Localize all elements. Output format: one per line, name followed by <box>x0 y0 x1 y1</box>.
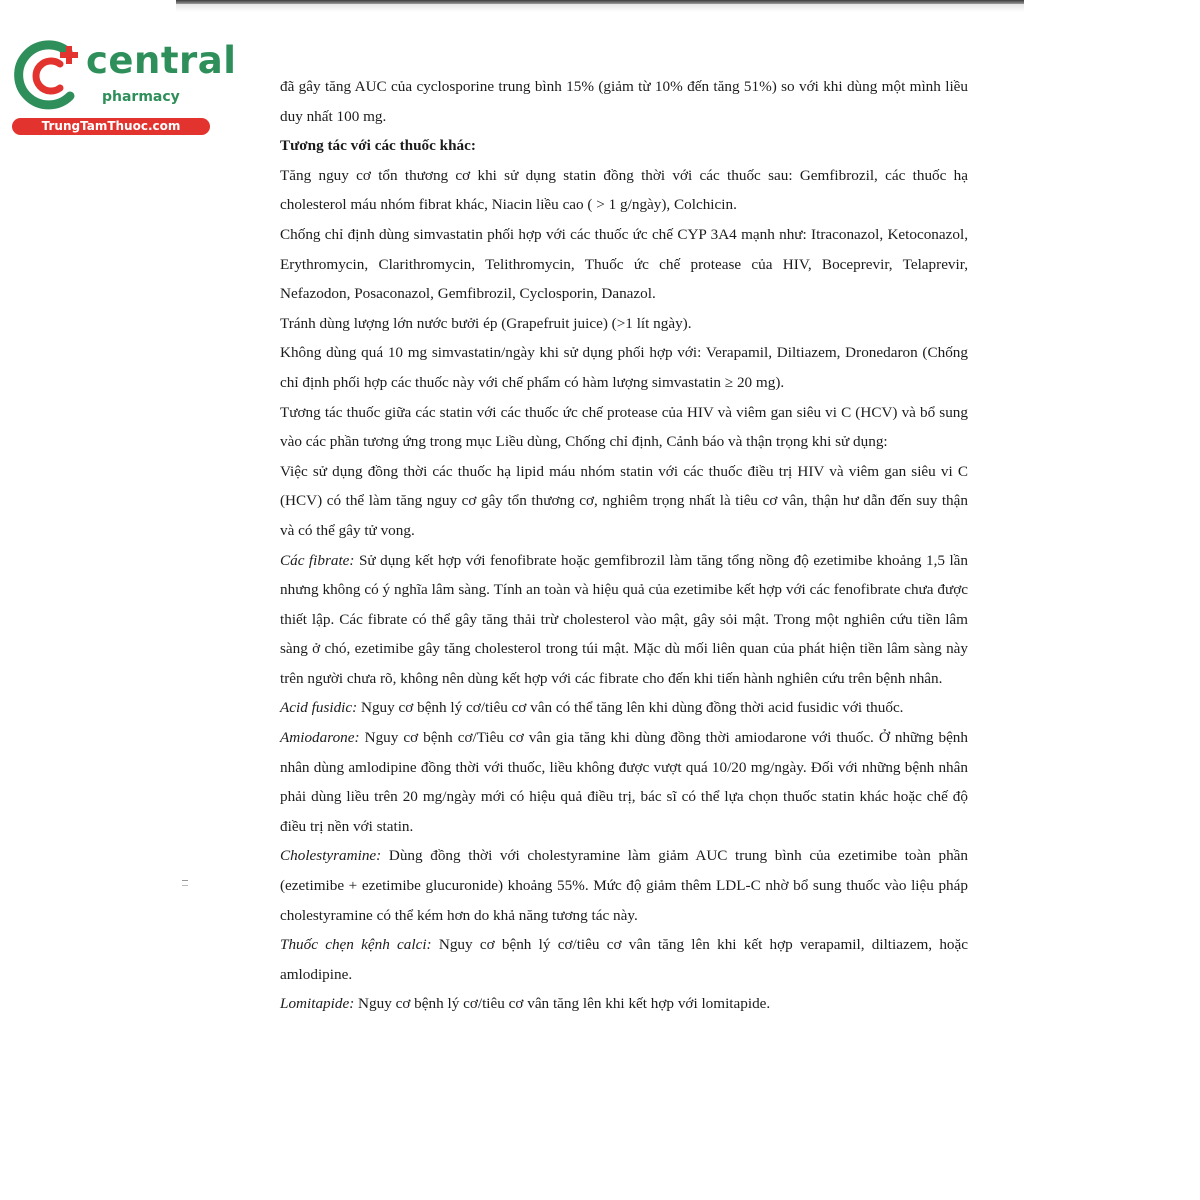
scan-artifact <box>182 880 188 886</box>
logo-subtitle: pharmacy <box>102 89 180 105</box>
amiodarone-label: Amiodarone: <box>280 729 360 747</box>
paragraph-dose-limit: Không dùng quá 10 mg simvastatin/ngày khi sử dụng phối hợp với: Verapamil, Diltiazem, Dronedaron (Chống chỉ định phối hợp các thuốc này với chế phẩm có hàm lượng simvastatin ≥ 20 mg). <box>280 344 968 391</box>
paragraph-lomitapide <box>280 989 968 1019</box>
paragraph-statin-risk: Tăng nguy cơ tổn thương cơ khi sử dụng statin đồng thời với các thuốc sau: Gemfibrozil, các thuốc hạ cholesterol máu nhóm fibrat khác, Niacin liều cao ( > 1 g/ngày), Colchicin. <box>280 166 968 214</box>
fusidic-label: Acid fusidic: <box>280 699 358 717</box>
lomitapide-text: Nguy cơ bệnh lý cơ/tiêu cơ vân tăng lên khi kết hợp với lomitapide. <box>354 995 771 1013</box>
paragraph-contraindication: Chống chỉ định dùng simvastatin phối hợp với các thuốc ức chế CYP 3A4 mạnh như: Itraconazol, Ketoconazol, Erythromycin, Clarithromycin, Telithromycin, Thuốc ức chế protease của HIV, Boceprevir, Telaprevir, Nefazodon, Posaconazol, Gemfibrozil, Cyclosporin, Danazol. <box>280 225 968 303</box>
paragraph-calcium-blocker <box>280 930 968 989</box>
cholestyramine-text: Dùng đồng thời với cholestyramine làm giảm AUC trung bình của ezetimibe toàn phần (ezetimibe + ezetimibe glucuronide) khoảng 55%. Mức độ giảm thêm LDL-C nhờ bổ sung thuốc vào liệu pháp cholestyramine có thể kém hơn do khả năng tương tác này. <box>280 847 968 924</box>
paragraph-cholestyramine <box>280 841 968 930</box>
calcium-blocker-label: Thuốc chẹn kệnh calci: <box>280 936 432 954</box>
central-pharmacy-logo[interactable] <box>10 38 237 138</box>
fusidic-text: Nguy cơ bệnh lý cơ/tiêu cơ vân có thể tăng lên khi dùng đồng thời acid fusidic với thuốc. <box>357 699 904 717</box>
lomitapide-label: Lomitapide: <box>280 995 355 1013</box>
scan-top-shadow <box>176 4 1024 12</box>
logo-brand: central <box>86 39 237 82</box>
paragraph-fibrate <box>280 546 968 694</box>
fibrate-label: Các fibrate: <box>280 551 355 569</box>
intro-paragraph: đã gây tăng AUC của cyclosporine trung bình 15% (giảm từ 10% đến tăng 51%) so với khi dùng một mình liều duy nhất 100 mg. <box>280 78 968 125</box>
paragraph-fusidic <box>280 693 968 723</box>
paragraph-hiv-hcv-risk: Việc sử dụng đồng thời các thuốc hạ lipid máu nhóm statin với các thuốc điều trị HIV và viêm gan siêu vi C (HCV) có thể làm tăng nguy cơ gây tổn thương cơ, nghiêm trọng nhất là tiêu cơ vân, thận hư dẫn đến suy thận và có thể gây tử vong. <box>280 462 968 539</box>
amiodarone-text: Nguy cơ bệnh cơ/Tiêu cơ vân gia tăng khi dùng đồng thời amiodarone với thuốc. Ở những bệnh nhân dùng amlodipine đồng thời với thuốc, liều không được vượt quá 10/20 mg/ngày. Đối với những bệnh nhân phải dùng liều trên 20 mg/ngày mới có hiệu quả điều trị, bác sĩ có thể lựa chọn thuốc statin khác hoặc chế độ điều trị nền với statin. <box>280 729 968 835</box>
fibrate-text: Sử dụng kết hợp với fenofibrate hoặc gemfibrozil làm tăng tổng nồng độ ezetimibe khoảng 1,5 lần nhưng không có ý nghĩa lâm sàng. Tính an toàn và hiệu quả của ezetimibe kết hợp với các fenofibrate chưa được thiết lập. Các fibrate có thể gây tăng thải trừ cholesterol vào mật, gây sỏi mật. Trong một nghiên cứu tiền lâm sàng ở chó, ezetimibe gây tăng cholesterol trong túi mật. Mặc dù mối liên quan của phát hiện tiền lâm sàng này trên người chưa rõ, không nên dùng kết hợp với các fibrate cho đến khi tiến hành nghiên cứu trên bệnh nhân. <box>280 551 968 687</box>
paragraph-grapefruit: Tránh dùng lượng lớn nước bưởi ép (Grapefruit juice) (>1 lít ngày). <box>280 314 692 332</box>
section-heading: Tương tác với các thuốc khác: <box>280 137 476 155</box>
logo-c-cross-icon <box>10 38 88 114</box>
cholestyramine-label: Cholestyramine: <box>280 847 382 865</box>
paragraph-amiodarone <box>280 723 968 841</box>
calcium-blocker-text: Nguy cơ bệnh lý cơ/tiêu cơ vân tăng lên khi kết hợp verapamil, diltiazem, hoặc amlodipine. <box>280 936 968 983</box>
paragraph-hiv-hcv-interaction: Tương tác thuốc giữa các statin với các thuốc ức chế protease của HIV và viêm gan siêu vi C (HCV) và bổ sung vào các phần tương ứng trong mục Liều dùng, Chống chỉ định, Cảnh báo và thận trọng khi sử dụng: <box>280 403 968 451</box>
document-body <box>280 72 968 1019</box>
logo-site-url: TrungTamThuoc.com <box>12 118 210 135</box>
